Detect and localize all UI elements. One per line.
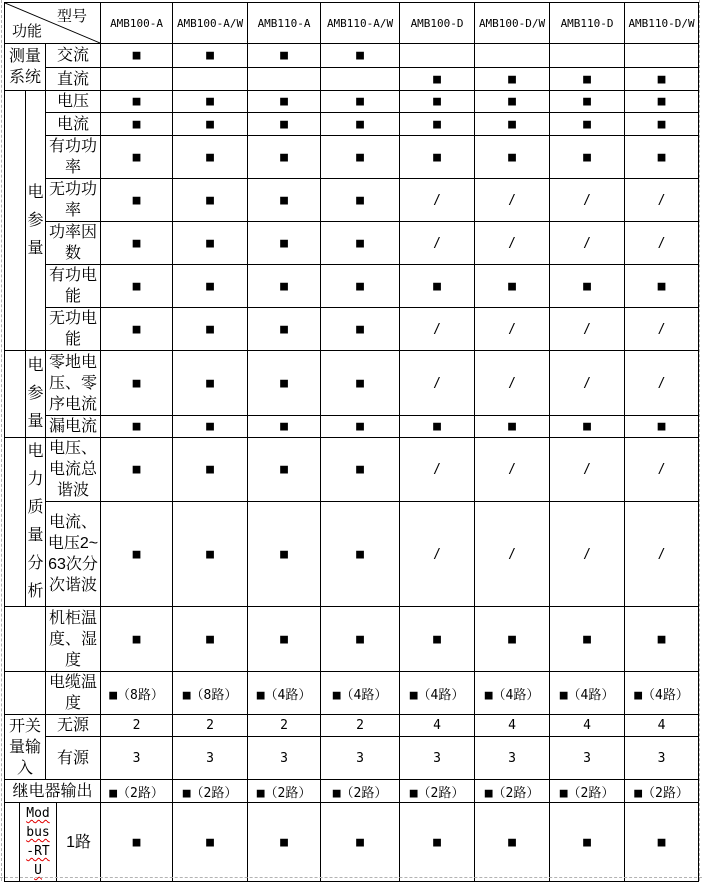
column-header: AMB110-D — [550, 3, 625, 44]
row-label: 电流 — [46, 113, 101, 136]
value-cell: ■ — [248, 136, 321, 179]
value-cell: ■ — [321, 113, 400, 136]
value-cell: ■ — [248, 113, 321, 136]
column-header: AMB100-D — [400, 3, 475, 44]
value-cell: ■ — [248, 91, 321, 113]
value-cell: ■ — [625, 607, 699, 672]
value-cell: ■ — [101, 607, 173, 672]
value-cell: ■ — [550, 136, 625, 179]
value-cell: / — [400, 222, 475, 265]
value-cell: ■ — [101, 113, 173, 136]
empty-cell — [5, 91, 26, 351]
value-cell: 4 — [475, 715, 550, 737]
value-cell: 3 — [400, 737, 475, 780]
value-cell: ■ — [625, 803, 699, 882]
row-label: 漏电流 — [46, 416, 101, 438]
value-cell: / — [400, 438, 475, 502]
value-cell: ■ — [625, 68, 699, 91]
value-cell: / — [475, 308, 550, 351]
value-cell: 3 — [475, 737, 550, 780]
value-cell: / — [550, 502, 625, 607]
row-label: 无功电能 — [46, 308, 101, 351]
value-cell: ■ — [101, 265, 173, 308]
value-cell: ■ — [173, 222, 248, 265]
empty-cell — [5, 438, 26, 607]
value-cell: ■（2路） — [625, 780, 699, 803]
value-cell — [400, 44, 475, 68]
empty-cell — [5, 351, 26, 438]
value-cell: ■ — [173, 113, 248, 136]
row-label: 电压、电流总谐波 — [46, 438, 101, 502]
value-cell: ■ — [173, 416, 248, 438]
table-row — [5, 68, 699, 91]
value-cell: / — [625, 222, 699, 265]
value-cell: ■ — [625, 136, 699, 179]
value-cell: ■ — [625, 265, 699, 308]
value-cell: / — [475, 179, 550, 222]
table-row — [5, 438, 699, 502]
table-row — [5, 780, 699, 803]
row-label: 有源 — [46, 737, 101, 780]
value-cell: ■ — [173, 44, 248, 68]
column-header: AMB100-D/W — [475, 3, 550, 44]
value-cell: ■ — [248, 416, 321, 438]
value-cell: ■（2路） — [475, 780, 550, 803]
value-cell: ■ — [248, 502, 321, 607]
group-label-switch-input: 开关量输入 — [5, 715, 46, 780]
value-cell — [173, 68, 248, 91]
table-row — [5, 265, 699, 308]
value-cell: 4 — [625, 715, 699, 737]
empty-cell — [5, 803, 20, 882]
value-cell: ■ — [248, 222, 321, 265]
value-cell: ■ — [101, 91, 173, 113]
value-cell: 3 — [173, 737, 248, 780]
table-row — [5, 607, 699, 672]
value-cell: ■ — [321, 803, 400, 882]
table-row — [5, 416, 699, 438]
value-cell: ■ — [400, 68, 475, 91]
value-cell: ■ — [101, 44, 173, 68]
value-cell: ■ — [173, 308, 248, 351]
group-label-relay-output: 继电器输出 — [5, 780, 101, 803]
value-cell: ■ — [248, 351, 321, 416]
modbus-label-cell — [20, 803, 57, 882]
value-cell: ■ — [475, 265, 550, 308]
value-cell: / — [475, 222, 550, 265]
row-label: 有功功率 — [46, 136, 101, 179]
value-cell: ■ — [400, 265, 475, 308]
value-cell: ■（4路） — [400, 672, 475, 715]
value-cell: 2 — [101, 715, 173, 737]
value-cell: ■ — [173, 803, 248, 882]
value-cell: 3 — [550, 737, 625, 780]
value-cell: ■ — [550, 68, 625, 91]
value-cell: ■ — [248, 44, 321, 68]
value-cell: ■ — [475, 68, 550, 91]
value-cell: / — [625, 351, 699, 416]
table-row — [5, 91, 699, 113]
value-cell: ■ — [475, 607, 550, 672]
corner-function-label: 功能 — [12, 23, 43, 40]
modbus-text-line: bus — [26, 825, 50, 840]
group-label-electrical-params-1: 电参量 — [26, 91, 46, 351]
value-cell: ■ — [550, 416, 625, 438]
row-label: 直流 — [46, 68, 101, 91]
spec-table — [4, 2, 699, 882]
row-label: 1路 — [57, 803, 101, 882]
table-row — [5, 351, 699, 416]
value-cell: ■ — [173, 265, 248, 308]
value-cell: ■ — [248, 438, 321, 502]
value-cell — [321, 68, 400, 91]
value-cell: ■ — [101, 351, 173, 416]
value-cell: ■ — [101, 179, 173, 222]
value-cell: ■ — [248, 803, 321, 882]
value-cell: ■（4路） — [475, 672, 550, 715]
table-row — [5, 179, 699, 222]
value-cell: ■ — [101, 438, 173, 502]
value-cell: ■ — [625, 113, 699, 136]
table-row — [5, 136, 699, 179]
value-cell: ■（2路） — [101, 780, 173, 803]
table-row — [5, 672, 699, 715]
value-cell: / — [550, 351, 625, 416]
value-cell: ■ — [321, 44, 400, 68]
value-cell: / — [400, 351, 475, 416]
value-cell: ■（4路） — [321, 672, 400, 715]
column-header: AMB100-A/W — [173, 3, 248, 44]
column-header: AMB100-A — [101, 3, 173, 44]
value-cell: ■ — [321, 136, 400, 179]
value-cell: ■ — [400, 136, 475, 179]
value-cell: 4 — [400, 715, 475, 737]
page-break-line-bottom — [0, 877, 702, 878]
row-label: 功率因数 — [46, 222, 101, 265]
empty-cell — [5, 672, 46, 715]
value-cell: ■ — [173, 179, 248, 222]
value-cell: / — [625, 502, 699, 607]
value-cell — [625, 44, 699, 68]
value-cell — [475, 44, 550, 68]
page-break-line-right — [699, 0, 700, 881]
column-header: AMB110-A — [248, 3, 321, 44]
value-cell: / — [400, 308, 475, 351]
value-cell: ■ — [625, 416, 699, 438]
value-cell: ■ — [321, 502, 400, 607]
value-cell: ■ — [475, 91, 550, 113]
value-cell: ■ — [101, 502, 173, 607]
value-cell: ■ — [321, 351, 400, 416]
value-cell: ■ — [173, 136, 248, 179]
value-cell: ■ — [475, 113, 550, 136]
value-cell: / — [475, 438, 550, 502]
value-cell: ■ — [321, 438, 400, 502]
modbus-text-line: Mod — [26, 806, 50, 821]
value-cell: ■（2路） — [248, 780, 321, 803]
value-cell: ■ — [101, 308, 173, 351]
value-cell: ■ — [173, 438, 248, 502]
row-label: 无源 — [46, 715, 101, 737]
corner-type-label: 型号 — [57, 8, 88, 25]
header-row — [5, 3, 699, 44]
modbus-text-line: -RT — [26, 844, 50, 859]
value-cell: ■ — [400, 91, 475, 113]
table-row — [5, 737, 699, 780]
column-header: AMB110-D/W — [625, 3, 699, 44]
column-header: AMB110-A/W — [321, 3, 400, 44]
row-label: 有功电能 — [46, 265, 101, 308]
value-cell: ■（8路） — [101, 672, 173, 715]
value-cell: / — [475, 502, 550, 607]
value-cell: ■ — [550, 803, 625, 882]
value-cell: ■ — [321, 265, 400, 308]
value-cell: / — [550, 438, 625, 502]
value-cell: 2 — [248, 715, 321, 737]
value-cell: / — [625, 308, 699, 351]
value-cell: / — [550, 308, 625, 351]
table-row — [5, 308, 699, 351]
value-cell: ■（4路） — [550, 672, 625, 715]
value-cell: ■ — [173, 351, 248, 416]
table-row — [5, 803, 699, 882]
value-cell: ■（8路） — [173, 672, 248, 715]
row-label: 电压 — [46, 91, 101, 113]
value-cell: 2 — [321, 715, 400, 737]
row-label: 电流、电压2~63次分次谐波 — [46, 502, 101, 607]
corner-cell — [5, 3, 101, 44]
value-cell: ■ — [400, 803, 475, 882]
value-cell: ■ — [101, 136, 173, 179]
value-cell: 4 — [550, 715, 625, 737]
value-cell: ■（2路） — [173, 780, 248, 803]
value-cell: ■ — [248, 179, 321, 222]
value-cell: ■（4路） — [248, 672, 321, 715]
value-cell — [550, 44, 625, 68]
value-cell: ■ — [173, 91, 248, 113]
value-cell: ■（4路） — [625, 672, 699, 715]
row-label: 电缆温度 — [46, 672, 101, 715]
group-label-measurement-system: 测量系统 — [5, 44, 46, 91]
row-label: 无功功率 — [46, 179, 101, 222]
value-cell: / — [550, 179, 625, 222]
value-cell: ■ — [248, 265, 321, 308]
table-row — [5, 222, 699, 265]
group-label-electrical-params-2: 电参量 — [26, 351, 46, 438]
value-cell: 3 — [321, 737, 400, 780]
value-cell: ■ — [625, 91, 699, 113]
value-cell: ■ — [475, 416, 550, 438]
value-cell — [248, 68, 321, 91]
table-row — [5, 502, 699, 607]
row-label: 机柜温度、湿度 — [46, 607, 101, 672]
value-cell: ■（2路） — [400, 780, 475, 803]
value-cell: ■ — [321, 607, 400, 672]
value-cell: ■（2路） — [550, 780, 625, 803]
value-cell: ■ — [550, 265, 625, 308]
value-cell: ■ — [321, 416, 400, 438]
page-break-line-left — [1, 0, 2, 881]
value-cell: ■ — [400, 416, 475, 438]
value-cell: ■ — [550, 91, 625, 113]
row-label: 交流 — [46, 44, 101, 68]
value-cell: 3 — [248, 737, 321, 780]
value-cell: ■ — [248, 607, 321, 672]
empty-cell — [5, 607, 46, 672]
modbus-text-line: U — [34, 863, 42, 878]
value-cell: / — [400, 502, 475, 607]
value-cell: ■ — [173, 502, 248, 607]
row-label: 零地电压、零序电流 — [46, 351, 101, 416]
value-cell: ■ — [101, 803, 173, 882]
value-cell: ■ — [101, 416, 173, 438]
value-cell — [101, 68, 173, 91]
value-cell: 3 — [625, 737, 699, 780]
value-cell: ■ — [101, 222, 173, 265]
value-cell: / — [475, 351, 550, 416]
value-cell: ■ — [550, 607, 625, 672]
value-cell: ■ — [321, 308, 400, 351]
value-cell: / — [550, 222, 625, 265]
value-cell: / — [400, 179, 475, 222]
value-cell: / — [625, 438, 699, 502]
value-cell: ■ — [400, 607, 475, 672]
value-cell: ■ — [400, 113, 475, 136]
value-cell: ■ — [173, 607, 248, 672]
value-cell: ■ — [321, 179, 400, 222]
group-label-power-quality: 电力质量分析 — [26, 438, 46, 607]
value-cell: ■ — [248, 308, 321, 351]
value-cell: ■ — [475, 136, 550, 179]
value-cell: ■ — [321, 222, 400, 265]
value-cell: ■ — [321, 91, 400, 113]
table-row — [5, 113, 699, 136]
value-cell: / — [625, 179, 699, 222]
value-cell: ■（2路） — [321, 780, 400, 803]
value-cell: 3 — [101, 737, 173, 780]
table-row — [5, 715, 699, 737]
table-row — [5, 44, 699, 68]
value-cell: ■ — [550, 113, 625, 136]
value-cell: 2 — [173, 715, 248, 737]
value-cell: ■ — [475, 803, 550, 882]
